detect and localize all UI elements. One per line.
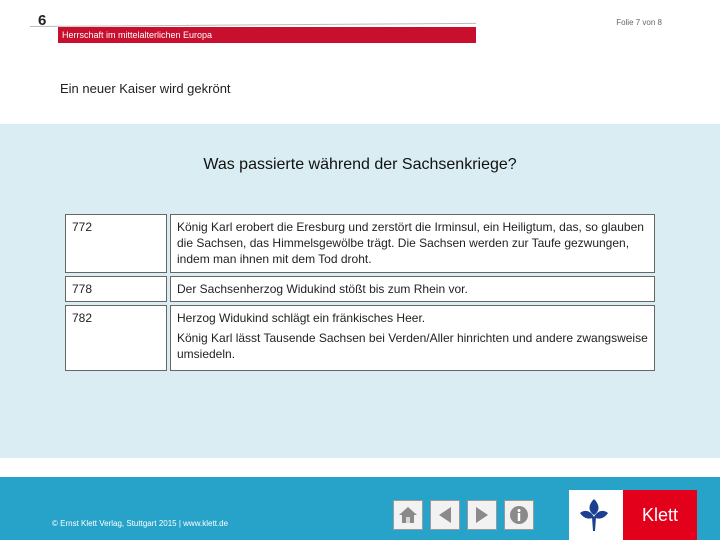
klett-logo-text: Klett bbox=[623, 490, 697, 540]
navigation-buttons bbox=[393, 500, 534, 530]
event-year: 782 bbox=[65, 305, 167, 372]
events-table bbox=[62, 211, 658, 374]
event-line: König Karl lässt Tausende Sachsen bei Verden/Aller hinrichten und andere zwangsweise umsiedeln. bbox=[177, 330, 648, 362]
table-row bbox=[65, 214, 655, 273]
event-description bbox=[170, 276, 655, 302]
next-button[interactable] bbox=[467, 500, 497, 530]
previous-icon bbox=[434, 504, 456, 526]
info-button[interactable] bbox=[504, 500, 534, 530]
klett-logo bbox=[569, 490, 697, 540]
event-year: 778 bbox=[65, 276, 167, 302]
home-icon bbox=[397, 504, 419, 526]
table-row bbox=[65, 305, 655, 372]
content-area bbox=[0, 124, 720, 458]
header-band-title: Herrschaft im mittelalterlichen Europa bbox=[58, 27, 476, 43]
chapter-number: 6 bbox=[38, 12, 47, 29]
footer bbox=[0, 477, 720, 540]
slide-counter: Folie 7 von 8 bbox=[616, 18, 662, 27]
event-line: Herzog Widukind schlägt ein fränkisches Heer. bbox=[177, 310, 426, 325]
previous-button[interactable] bbox=[430, 500, 460, 530]
slide-subtitle: Ein neuer Kaiser wird gekrönt bbox=[60, 81, 231, 96]
info-icon bbox=[508, 504, 530, 526]
home-button[interactable] bbox=[393, 500, 423, 530]
event-description bbox=[170, 305, 655, 372]
next-icon bbox=[471, 504, 493, 526]
event-year: 772 bbox=[65, 214, 167, 273]
copyright-text: © Ernst Klett Verlag, Stuttgart 2015 | www.klett.de bbox=[52, 519, 229, 528]
event-line: Der Sachsenherzog Widukind stößt bis zum Rhein vor. bbox=[177, 281, 468, 296]
content-title: Was passierte während der Sachsenkriege? bbox=[203, 156, 517, 173]
table-row bbox=[65, 276, 655, 302]
event-line: König Karl erobert die Eresburg und zerstört die Irminsul, ein Heiligtum, das, so glauben die Sachsen, das Himmelsgewölbe trägt. Die Sachsen werden zur Taufe gezwungen, indem man ihnen mit dem Tod droht. bbox=[177, 220, 644, 267]
klett-clover-icon bbox=[574, 495, 614, 535]
event-description bbox=[170, 214, 655, 273]
klett-logo-mark bbox=[569, 490, 619, 540]
